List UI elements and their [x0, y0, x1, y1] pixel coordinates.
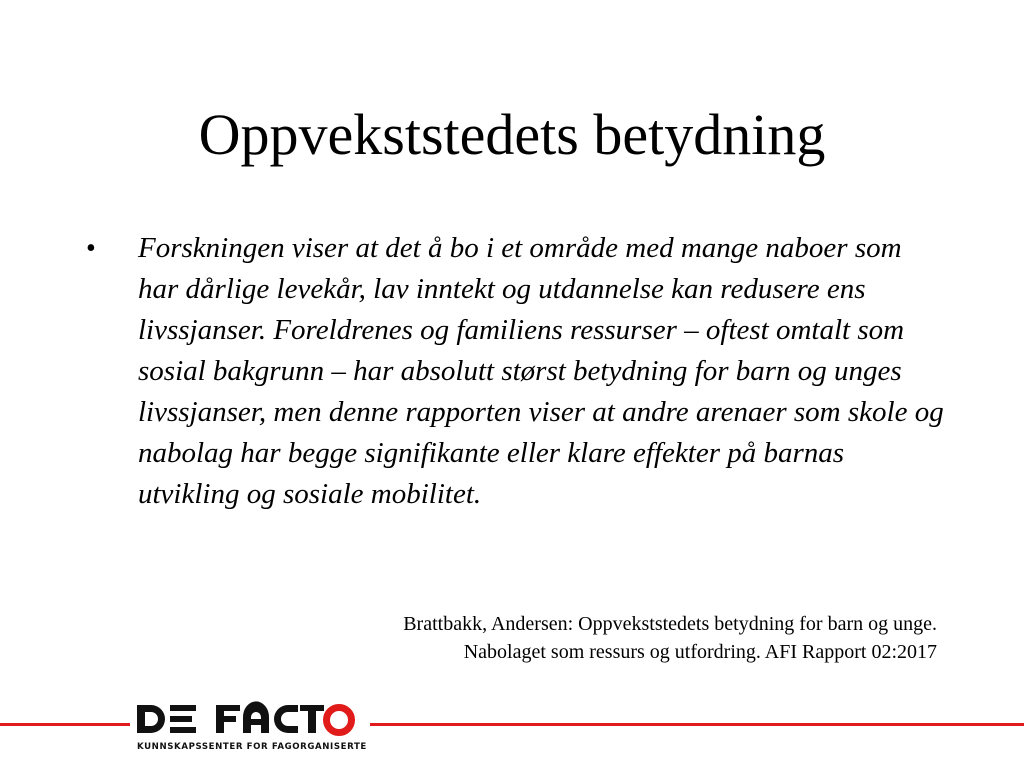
- citation-line-1: Brattbakk, Andersen: Oppvekststedets betydning for barn og unge.: [403, 613, 937, 635]
- bullet-list: [86, 228, 946, 515]
- slide-title: Oppvekststedets betydning: [198, 102, 826, 167]
- bullet-text: Forskningen viser at det å bo i et område med mange naboer som har dårlige levekår, lav inntekt og utdannelse kan redusere ens livssjanser. Foreldrenes og familiens ressurser – oftest omtalt som sosial bakgrunn – har absolutt størst betydning for barn og unges livssjanser, men denne rapporten viser at andre arenaer som skole og nabolag har begge signifikante eller klare effekter på barnas utvikling og sosiale mobilitet.: [138, 232, 944, 510]
- logo-wordmark: [130, 700, 370, 740]
- de-facto-logo: [130, 700, 370, 756]
- citation: [237, 610, 937, 666]
- logo-tagline: KUNNSKAPSSENTER FOR FAGORGANISERTE: [137, 742, 367, 752]
- citation-line-2: Nabolaget som ressurs og utfordring. AFI Rapport 02:2017: [463, 641, 937, 663]
- bullet-marker: •: [86, 233, 96, 264]
- bullet-item: [86, 228, 946, 515]
